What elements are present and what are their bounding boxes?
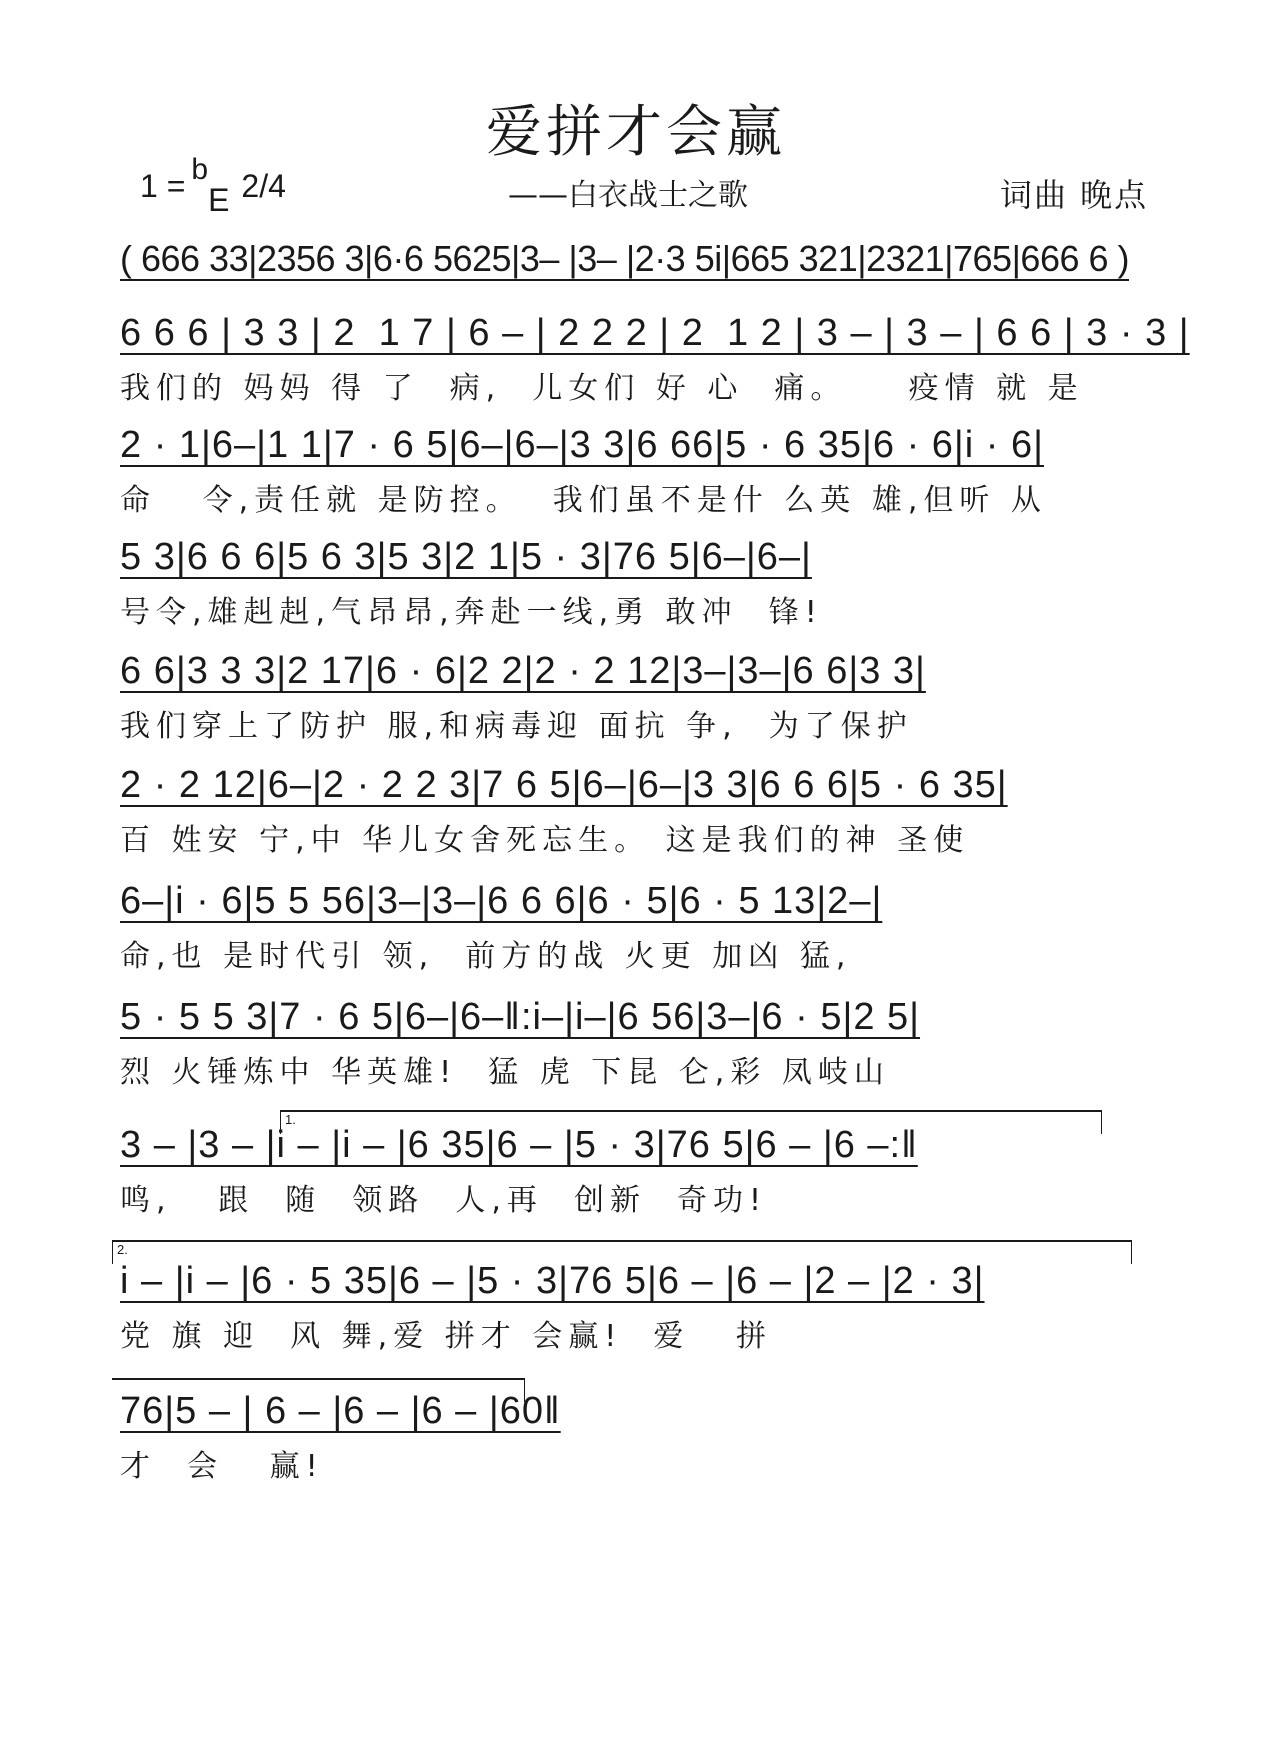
intro-line (120, 238, 1160, 280)
song-title: 爱拼才会赢 (486, 100, 786, 165)
line-notes: 6 6 6 | 3 3 | 2 1 7 | 6 – | 2 2 2 | 2 1 2 | 3 – | 3 – | 6 6 | 3 · 3 | (120, 312, 1190, 354)
line-notes: 5 3|6 6 6|5 6 3|5 3|2 1|5 · 3|76 5|6–|6–| (120, 536, 812, 578)
line-lyrics: 我们的 妈妈 得 了 病, 儿女们 好 心 痛。 疫情 就 是 (120, 371, 1084, 406)
score-line-5 (120, 764, 1160, 859)
score-line-2 (120, 424, 1160, 519)
line-notes: 2 · 2 12|6–|2 · 2 2 3|7 6 5|6–|6–|3 3|6 6 6|5 · 6 35| (120, 764, 1008, 806)
score-line-3 (120, 536, 1160, 631)
line-notes: 3 – |3 – |i – |i – |6 35|6 – |5 · 3|76 5|6 – |6 –:‖ (120, 1124, 918, 1166)
score-line-10 (120, 1390, 1160, 1485)
line-lyrics: 我们穿上了防护 服,和病毒迎 面抗 争, 为了保护 (120, 709, 913, 744)
key-signature (140, 153, 286, 218)
line-lyrics: 鸣, 跟 随 领路 人,再 创新 奇功! (120, 1183, 768, 1218)
score-line-9 (120, 1260, 1160, 1355)
flat-symbol: b (191, 153, 209, 186)
author-credit: 词曲 晚点 (1000, 176, 1149, 214)
volta-label: 1. (285, 1112, 296, 1127)
score-line-8 (120, 1124, 1160, 1219)
line-notes: i – |i – |6 · 5 35|6 – |5 · 3|76 5|6 – |6 – |2 – |2 · 3| (120, 1260, 985, 1302)
intro-notes: ( 666 33|2356 3|6·6 5625|3– |3– |2·3 5i|665 321|2321|765|666 6 ) (120, 238, 1129, 279)
song-subtitle: ——白衣战士之歌 (508, 178, 748, 213)
line-lyrics: 号令,雄赳赳,气昂昂,奔赴一线,勇 敢冲 锋! (120, 595, 823, 630)
line-lyrics: 党 旗 迎 风 舞,爱 拼才 会赢! 爱 拼 (120, 1319, 772, 1354)
score-line-7 (120, 996, 1160, 1091)
volta-label: 2. (117, 1242, 128, 1257)
line-notes: 6 6|3 3 3|2 17|6 · 6|2 2|2 · 2 12|3–|3–|6 6|3 3| (120, 650, 926, 692)
line-lyrics: 烈 火锤炼中 华英雄! 猛 虎 下昆 仑,彩 凤岐山 (120, 1055, 890, 1090)
time-signature: 2/4 (241, 168, 286, 204)
key-prefix: 1 = (140, 168, 186, 204)
line-notes: 76|5 – | 6 – |6 – |6 – |60‖ (120, 1390, 561, 1432)
key-note: E (208, 182, 230, 218)
line-notes: 2 · 1|6–|1 1|7 · 6 5|6–|6–|3 3|6 66|5 · 6 35|6 · 6|i · 6| (120, 424, 1045, 466)
line-lyrics: 命 令,责任就 是防控。 我们虽不是什 么英 雄,但听 从 (120, 483, 1047, 518)
score-line-4 (120, 650, 1160, 745)
line-lyrics: 命,也 是时代引 领, 前方的战 火更 加凶 猛, (120, 939, 852, 974)
line-notes: 5 · 5 5 3|7 · 6 5|6–|6–‖:i–|i–|6 56|3–|6 · 5|2 5| (120, 996, 921, 1038)
line-lyrics: 才 会 赢! (120, 1449, 324, 1484)
score-line-6 (120, 880, 1160, 975)
line-lyrics: 百 姓安 宁,中 华儿女舍死忘生。 这是我们的神 圣使 (120, 823, 970, 858)
line-notes: 6–|i · 6|5 5 56|3–|3–|6 6 6|6 · 5|6 · 5 13|2–| (120, 880, 883, 922)
score-line-1 (120, 312, 1190, 407)
